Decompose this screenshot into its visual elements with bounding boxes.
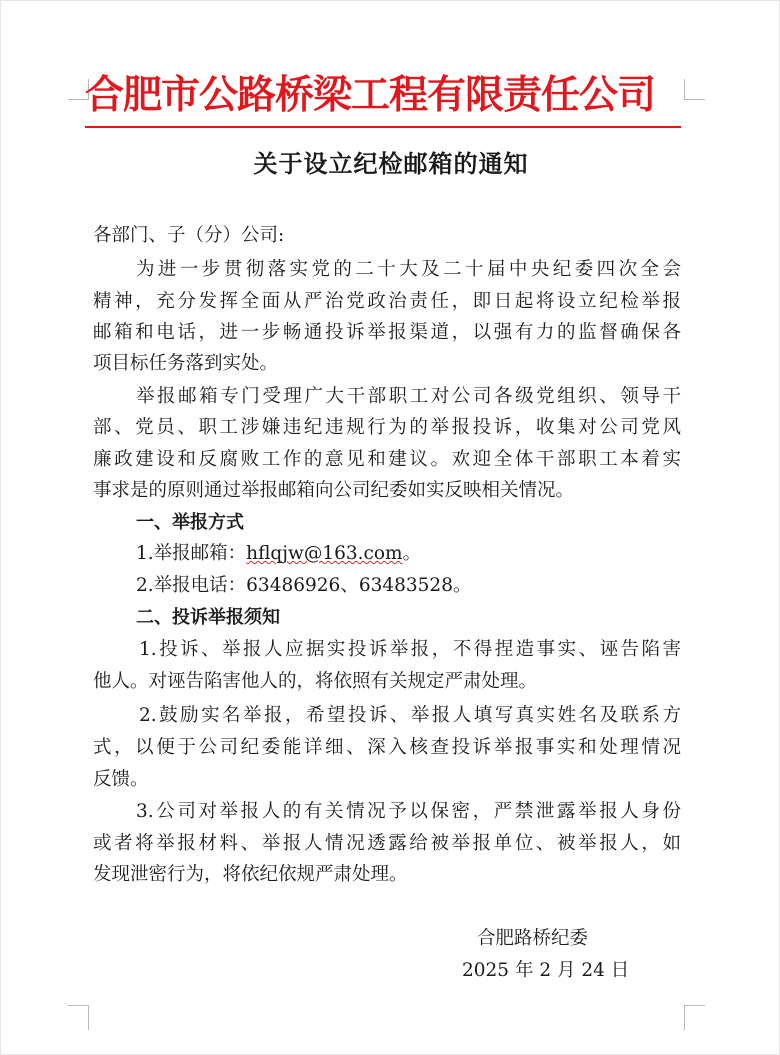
notes-item3-line: 3.公司对举报人的有关情况予以保密，严禁泄露举报人身份: [136, 801, 681, 822]
notes-item2-line: 2.鼓励实名举报，希望投诉、举报人填写真实姓名及联系方: [139, 705, 681, 726]
crop-mark-bottom-left: [68, 1005, 89, 1030]
report-email-address[interactable]: hflqjw@163.com: [246, 543, 403, 564]
paragraph1-line: 为进一步贯彻落实党的二十大及二十届中央纪委四次全会: [136, 259, 681, 280]
report-phone-line: 2.举报电话：63486926、63483528。: [136, 575, 472, 596]
notes-item3-line: 或者将举报材料、举报人情况透露给被举报单位、被举报人，如: [93, 833, 681, 854]
report-email-line: [136, 539, 421, 569]
report-email-label: 1.举报邮箱：: [136, 543, 247, 564]
notes-item2-line: 反馈。: [93, 769, 149, 790]
section-heading-complaint-notes: 二、投诉举报须知: [136, 607, 280, 628]
signature: 合肥路桥纪委: [477, 928, 589, 949]
notes-item2-line: 式，以便于公司纪委能详细、深入核查投诉举报事实和处理情况: [93, 737, 681, 758]
notes-item3-line: 发现泄密行为，将依纪依规严肃处理。: [93, 864, 408, 885]
notes-item1-line: 1.投诉、举报人应据实投诉举报，不得捏造事实、诬告陷害: [139, 639, 681, 660]
paragraph2-line: 部、党员、职工涉嫌违纪违规行为的举报投诉，收集对公司党风: [93, 417, 681, 438]
notice-title: 关于设立纪检邮箱的通知: [253, 149, 529, 178]
report-email-suffix: 。: [402, 543, 422, 564]
paragraph1-line: 项目标任务落到实处。: [93, 353, 279, 374]
issue-date: 2025 年 2 月 24 日: [462, 960, 630, 981]
crop-mark-bottom-right: [684, 1005, 705, 1030]
notes-item1-line: 他人。对诬告陷害他人的，将依照有关规定严肃处理。: [93, 671, 538, 692]
salutation: 各部门、子（分）公司:: [93, 225, 285, 246]
paragraph2-line: 事求是的原则通过举报邮箱向公司纪委如实反映相关情况。: [93, 480, 575, 501]
paragraph1-line: 邮箱和电话，进一步畅通投诉举报渠道，以强有力的监督确保各: [93, 322, 681, 343]
company-letterhead: 合肥市公路桥梁工程有限责任公司: [85, 73, 656, 118]
paragraph2-line: 廉政建设和反腐败工作的意见和建议。欢迎全体干部职工本着实: [93, 449, 681, 470]
crop-mark-top-right: [684, 79, 705, 100]
paragraph2-line: 举报邮箱专门受理广大干部职工对公司各级党组织、领导干: [136, 386, 681, 407]
letterhead-divider: [85, 126, 681, 128]
section-heading-report-methods: 一、举报方式: [136, 512, 244, 533]
paragraph1-line: 精神，充分发挥全面从严治党政治责任，即日起将设立纪检举报: [93, 291, 681, 312]
